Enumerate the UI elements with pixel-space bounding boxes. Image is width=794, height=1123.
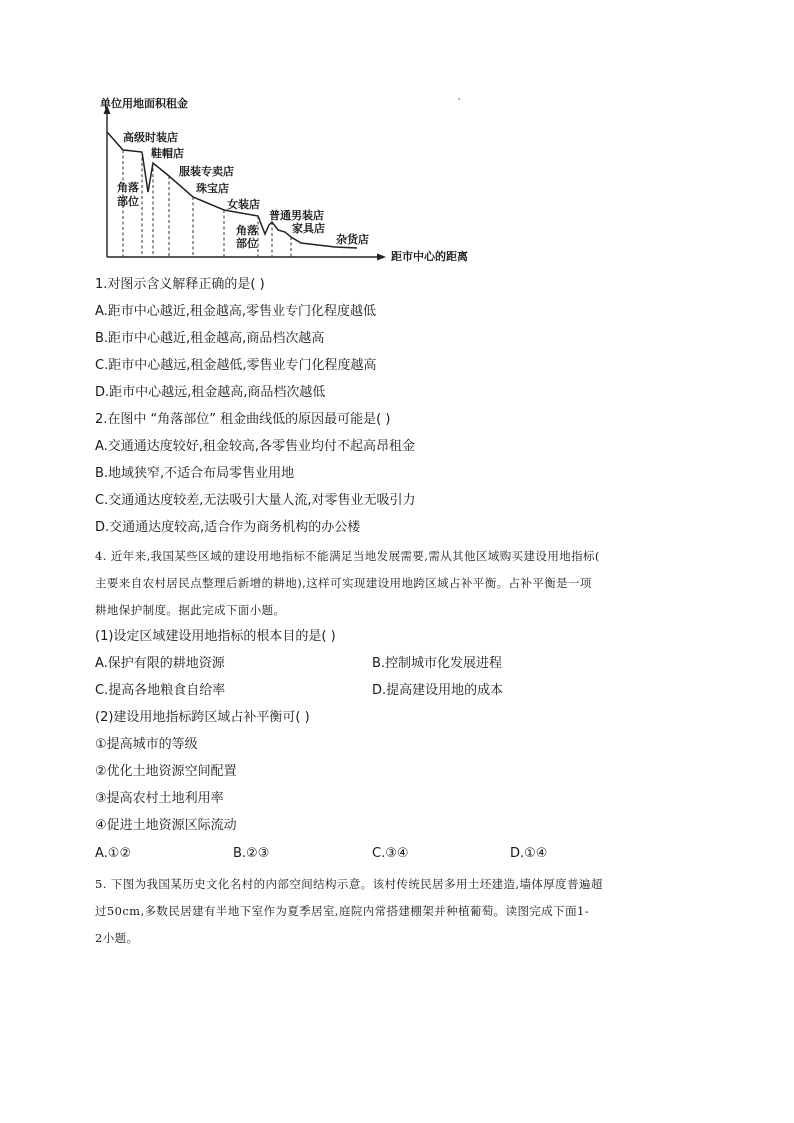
label-corner2-a: 角落 bbox=[236, 224, 258, 237]
q2-option-c: C.交通通达度较差,无法吸引大量人流,对零售业无吸引力 bbox=[95, 493, 416, 508]
q4-sub1-stem: (1)设定区域建设用地指标的根本目的是( ) bbox=[95, 629, 336, 644]
x-axis-arrow bbox=[377, 254, 386, 261]
q4-intro-line3: 耕地保护制度。据此完成下面小题。 bbox=[95, 603, 286, 617]
scan-speck bbox=[458, 98, 460, 100]
q1-option-a: A.距市中心越近,租金越高,零售业专门化程度越低 bbox=[95, 304, 377, 319]
q4-sub1-option-c: C.提高各地粮食自给率 bbox=[95, 683, 226, 698]
label-jewelry: 珠宝店 bbox=[196, 182, 229, 195]
q4-sub2-option-a: A.①② bbox=[95, 846, 132, 861]
q4-sub2-item1: ①提高城市的等级 bbox=[95, 737, 198, 752]
q1-stem: 1.对图示含义解释正确的是( ) bbox=[95, 277, 265, 292]
label-shoes-hats: 鞋帽店 bbox=[151, 147, 184, 160]
q4-sub2-option-d: D.①④ bbox=[510, 846, 548, 861]
label-corner2-b: 部位 bbox=[236, 237, 258, 250]
label-corner1-b: 部位 bbox=[117, 195, 139, 208]
q2-option-a: A.交通通达度较好,租金较高,各零售业均付不起高昂租金 bbox=[95, 439, 416, 454]
q4-sub2-stem: (2)建设用地指标跨区域占补平衡可( ) bbox=[95, 710, 310, 725]
rent-distance-figure bbox=[95, 95, 480, 270]
label-clothing: 服装专卖店 bbox=[179, 165, 234, 178]
q4-sub2-item3: ③提高农村土地利用率 bbox=[95, 791, 224, 806]
label-high-fashion: 高级时装店 bbox=[123, 131, 178, 144]
q4-sub2-item4: ④促进土地资源区际流动 bbox=[95, 818, 237, 833]
rent-curve-graphic bbox=[95, 95, 480, 270]
q4-intro-line1: 4. 近年来,我国某些区域的建设用地指标不能满足当地发展需要,需从其他区域购买建设用地指标( bbox=[95, 549, 600, 563]
q4-sub2-option-c: C.③④ bbox=[372, 846, 409, 861]
q4-sub2-item2: ②优化土地资源空间配置 bbox=[95, 764, 237, 779]
q5-intro-line3: 2小题。 bbox=[95, 931, 139, 945]
q2-option-b: B.地域狭窄,不适合布局零售业用地 bbox=[95, 466, 295, 481]
q1-option-c: C.距市中心越远,租金越低,零售业专门化程度越高 bbox=[95, 358, 377, 373]
q4-sub2-option-b: B.②③ bbox=[233, 846, 270, 861]
label-furniture: 家具店 bbox=[292, 222, 325, 235]
x-axis-label: 距市中心的距离 bbox=[391, 250, 468, 263]
y-axis-label: 单位用地面积租金 bbox=[100, 97, 188, 110]
q4-sub1-option-d: D.提高建设用地的成本 bbox=[372, 683, 504, 698]
q5-intro-line2: 过50cm,多数民居建有半地下室作为夏季居室,庭院内常搭建棚架并种植葡萄。读图完成下面1- bbox=[95, 904, 589, 918]
q4-sub1-option-b: B.控制城市化发展进程 bbox=[372, 656, 503, 671]
q2-option-d: D.交通通达度较高,适合作为商务机构的办公楼 bbox=[95, 520, 361, 535]
label-womens: 女装店 bbox=[227, 198, 260, 211]
q5-intro-line1: 5. 下图为我国某历史文化名村的内部空间结构示意。该村传统民居多用土坯建造,墙体厚度普遍超 bbox=[95, 877, 603, 891]
label-grocery: 杂货店 bbox=[336, 233, 369, 246]
label-corner1-a: 角落 bbox=[117, 181, 139, 194]
q1-option-b: B.距市中心越近,租金越高,商品档次越高 bbox=[95, 331, 325, 346]
label-mens: 普通男装店 bbox=[269, 209, 324, 222]
q1-option-d: D.距市中心越远,租金越高,商品档次越低 bbox=[95, 385, 326, 400]
q2-stem: 2.在图中 “角落部位” 租金曲线低的原因最可能是( ) bbox=[95, 412, 391, 427]
q4-sub1-option-a: A.保护有限的耕地资源 bbox=[95, 656, 225, 671]
q4-intro-line2: 主要来自农村居民点整理后新增的耕地),这样可实现建设用地跨区域占补平衡。占补平衡是一项 bbox=[95, 576, 592, 590]
